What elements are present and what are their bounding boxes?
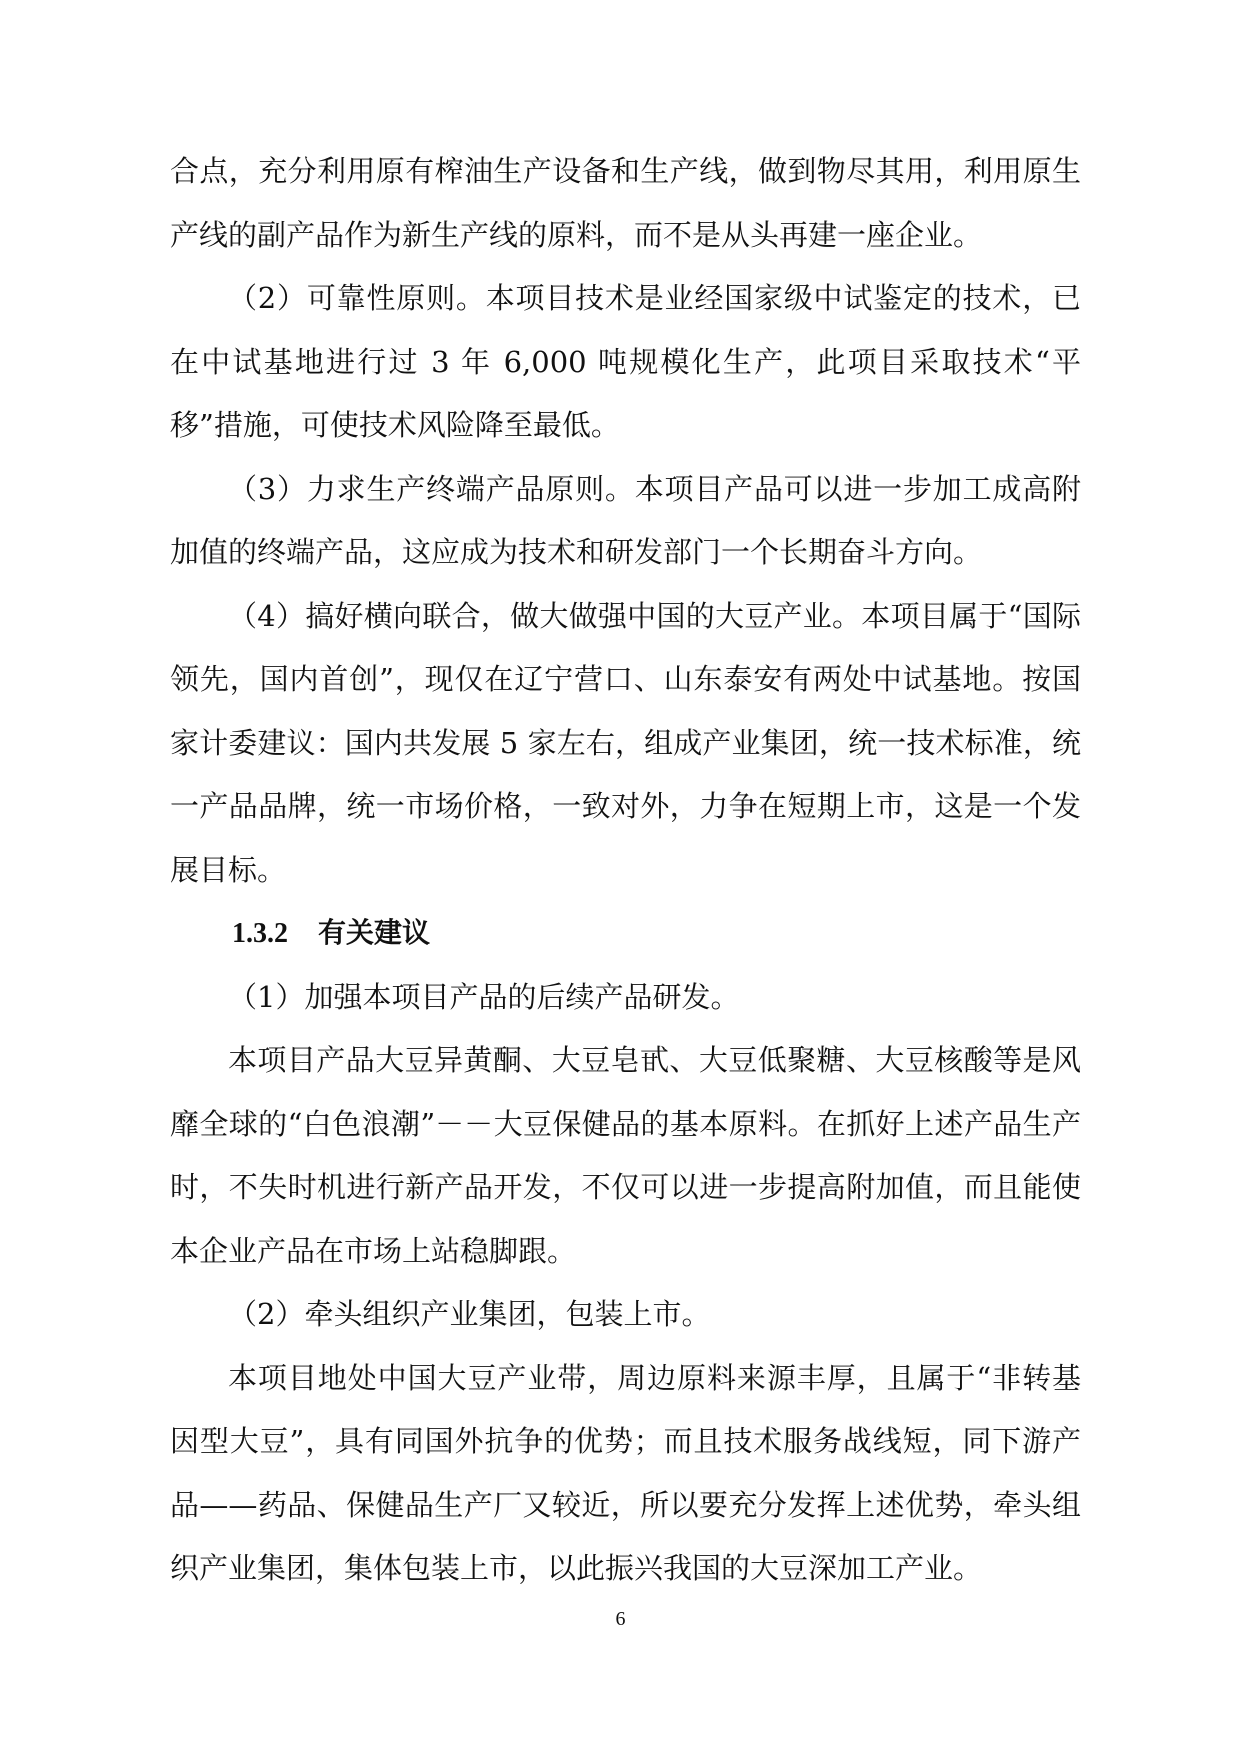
section-title: 有关建议 — [318, 918, 431, 949]
paragraph-continuation: 合点，充分利用原有榨油生产设备和生产线，做到物尽其用，利用原生产线的副产品作为新生产线的原料，而不是从头再建一座企业。 — [170, 154, 1081, 252]
paragraph-suggestion-2-detail: 本项目地处中国大豆产业带，周边原料来源丰厚，且属于“非转基因型大豆”，具有同国外抗争的优势；而且技术服务战线短，同下游产品——药品、保健品生产厂又较近，所以要充分发挥上述优势，牵头组织产业集团，集体包装上市，以此振兴我国的大豆深加工产业。 — [170, 1360, 1081, 1585]
page-number: 6 — [615, 1608, 626, 1630]
paragraph-suggestion-1: （1）加强本项目产品的后续产品研发。 — [228, 979, 740, 1014]
paragraph-suggestion-2: （2）牵头组织产业集团，包装上市。 — [228, 1297, 711, 1331]
paragraph-suggestion-1-detail: 本项目产品大豆异黄酮、大豆皂甙、大豆低聚糖、大豆核酸等是风靡全球的“白色浪潮”－－大豆保健品的基本原料。在抓好上述产品生产时，不失时机进行新产品开发，不仅可以进一步提高附加值，而且能使本企业产品在市场上站稳脚跟。 — [170, 1043, 1081, 1268]
section-heading — [170, 902, 1081, 966]
section-number: 1.3.2 — [232, 918, 288, 949]
body-text — [170, 140, 1081, 1601]
paragraph-horizontal-alliance: （4）搞好横向联合，做大做强中国的大豆产业。本项目属于“国际领先，国内首创”，现仅在辽宁营口、山东泰安有两处中试基地。按国家计委建议：国内共发展 5 家左右，组成产业集团，统一技术标准，统一产品品牌，统一市场价格，一致对外，力争在短期上市，这是一个发展目标。 — [170, 598, 1081, 887]
paragraph-end-product-principle: （3）力求生产终端产品原则。本项目产品可以进一步加工成高附加值的终端产品，这应成为技术和研发部门一个长期奋斗方向。 — [170, 471, 1081, 569]
paragraph-reliability-principle: （2）可靠性原则。本项目技术是业经国家级中试鉴定的技术，已在中试基地进行过 3 年 6,000 吨规模化生产，此项目采取技术“平移”措施，可使技术风险降至最低。 — [170, 281, 1081, 442]
